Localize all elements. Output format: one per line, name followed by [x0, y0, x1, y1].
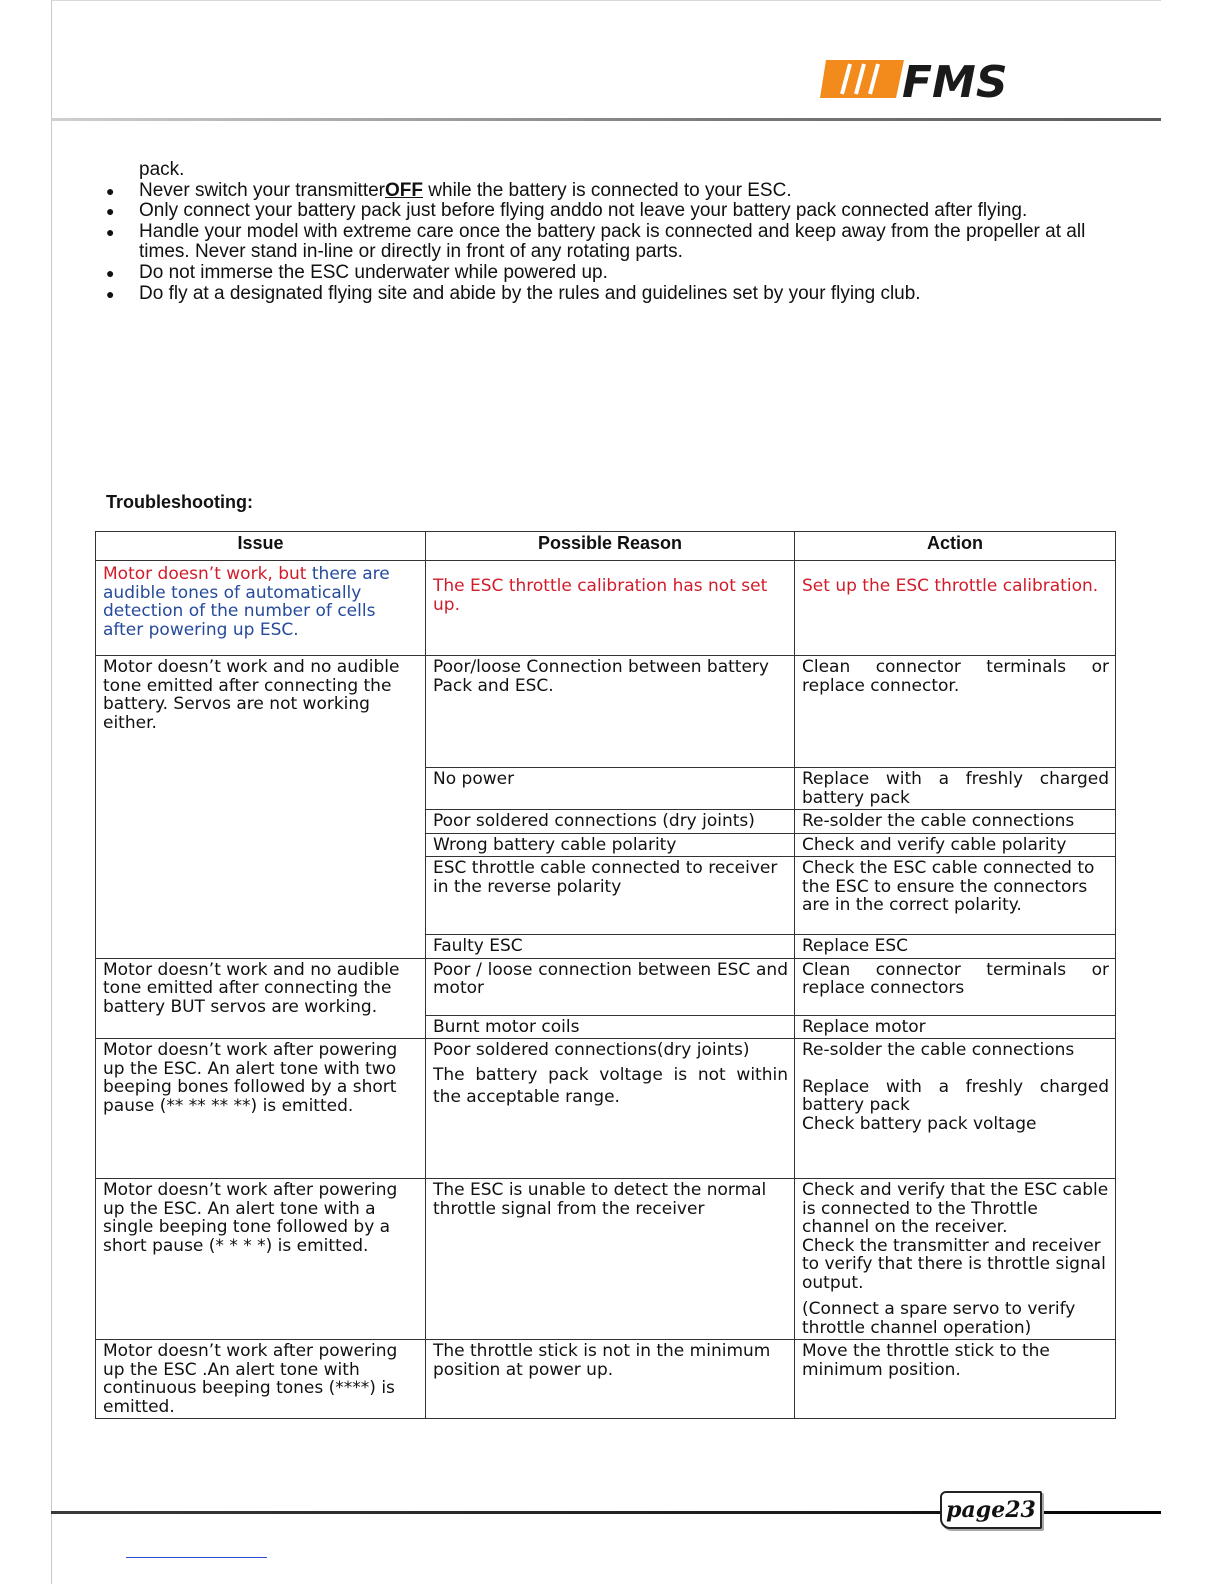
action-cell: Clean connector terminals or replace connectors — [795, 958, 1116, 1015]
bullet-item: ● Handle your model with extreme care once the battery pack is connected and keep away from the propeller at all times. Never stand in-line or directly in front of any rotating parts. — [100, 222, 1130, 263]
safety-bullet-list — [100, 160, 1130, 304]
bullet-item: ● Do not immerse the ESC underwater while powered up. — [100, 263, 1130, 284]
off-emphasis: OFF — [385, 179, 424, 201]
issue-cell: Motor doesn’t work after powering up the ESC. An alert tone with two beeping bones followed by a short pause (** ** ** **) is emitted. — [96, 1039, 426, 1179]
action-cell: Set up the ESC throttle calibration. — [795, 561, 1116, 656]
reason-cell: No power — [426, 768, 795, 810]
reason-cell: ESC throttle cable connected to receiver in the reverse polarity — [426, 857, 795, 935]
action-cell: Replace motor — [795, 1015, 1116, 1039]
page-number-badge: page23 — [940, 1491, 1042, 1529]
table-row — [96, 1039, 1116, 1179]
action-line: Check and verify that the ESC cable is connected to the Throttle channel on the receiver. — [802, 1180, 1109, 1237]
table-header-row — [96, 532, 1116, 561]
bullet-dot-icon: ● — [106, 203, 115, 220]
action-cell — [795, 1179, 1116, 1340]
bottom-link-underline — [126, 1557, 267, 1558]
fms-logo-text: FMS — [902, 57, 1008, 102]
reason-cell: Burnt motor coils — [426, 1015, 795, 1039]
column-header-reason: Possible Reason — [426, 532, 795, 561]
troubleshooting-heading: Troubleshooting: — [106, 492, 253, 512]
action-cell: Clean connector terminals or replace connector. — [795, 656, 1116, 768]
reason-line: Poor soldered connections(dry joints) — [433, 1040, 750, 1060]
action-cell: Re-solder the cable connections — [795, 810, 1116, 834]
issue-cell — [96, 561, 426, 656]
issue-cell: Motor doesn’t work after powering up the ESC. An alert tone with a single beeping tone followed by a short pause (* * * *) is emitted. — [96, 1179, 426, 1340]
bullet-dot-icon: ● — [106, 285, 115, 302]
fms-logo — [820, 56, 1040, 102]
reason-cell — [426, 1039, 795, 1179]
page-left-rule — [51, 0, 52, 1584]
issue-blue-text: there are audible tones of automatically detection of the number of cells after powering up ESC. — [103, 564, 390, 640]
reason-cell: The ESC is unable to detect the normal throttle signal from the receiver — [426, 1179, 795, 1340]
bullet-item: ● Only connect your battery pack just before flying anddo not leave your battery pack connected after flying. — [100, 201, 1130, 222]
bullet-item: ● Never switch your transmitterOFF while the battery is connected to your ESC. — [100, 181, 1130, 202]
column-header-action: Action — [795, 532, 1116, 561]
table-row — [96, 958, 1116, 1015]
action-line: (Connect a spare servo to verify throttle channel operation) — [802, 1299, 1076, 1338]
issue-cell: Motor doesn’t work after powering up the ESC .An alert tone with continuous beeping tones (****) is emitted. — [96, 1340, 426, 1419]
action-cell: Replace ESC — [795, 935, 1116, 959]
action-line: Check battery pack voltage — [802, 1113, 1037, 1134]
action-cell: Check and verify cable polarity — [795, 833, 1116, 857]
issue-cell: Motor doesn’t work and no audible tone emitted after connecting the battery BUT servos are working. — [96, 958, 426, 1039]
reason-cell: Poor soldered connections (dry joints) — [426, 810, 795, 834]
reason-cell: Faulty ESC — [426, 935, 795, 959]
action-cell: Replace with a freshly charged battery pack — [795, 768, 1116, 810]
bullet-dot-icon: ● — [106, 182, 115, 199]
header-rule — [51, 118, 1161, 121]
bullet-continuation: pack. — [139, 159, 185, 180]
reason-cell: Poor / loose connection between ESC and motor — [426, 958, 795, 1015]
table-row — [96, 656, 1116, 768]
table-row — [96, 1340, 1116, 1419]
action-line: Check the transmitter and receiver to verify that there is throttle signal output. — [802, 1235, 1106, 1293]
bullet-dot-icon: ● — [106, 264, 115, 281]
reason-cell: Poor/loose Connection between battery Pack and ESC. — [426, 656, 795, 768]
issue-red-text: Motor doesn’t work, but — [103, 564, 307, 584]
bullet-dot-icon: ● — [106, 223, 115, 240]
action-line: Re-solder the cable connections — [802, 1040, 1075, 1060]
action-line: Replace with a freshly charged battery pack — [802, 1076, 1109, 1115]
reason-cell: Wrong battery cable polarity — [426, 833, 795, 857]
reason-line: The battery pack voltage is not within the acceptable range. — [433, 1064, 788, 1107]
action-cell: Check the ESC cable connected to the ESC to ensure the connectors are in the correct polarity. — [795, 857, 1116, 935]
bullet-item: ● Do fly at a designated flying site and abide by the rules and guidelines set by your flying club. — [100, 284, 1130, 305]
page-top-rule — [51, 0, 1161, 1]
column-header-issue: Issue — [96, 532, 426, 561]
reason-cell: The throttle stick is not in the minimum position at power up. — [426, 1340, 795, 1419]
action-cell: Move the throttle stick to the minimum position. — [795, 1340, 1116, 1419]
action-cell — [795, 1039, 1116, 1179]
troubleshooting-table — [95, 531, 1116, 1419]
table-row — [96, 561, 1116, 656]
issue-cell: Motor doesn’t work and no audible tone emitted after connecting the battery. Servos are not working either. — [96, 656, 426, 959]
reason-cell: The ESC throttle calibration has not set up. — [426, 561, 795, 656]
table-row — [96, 1179, 1116, 1340]
